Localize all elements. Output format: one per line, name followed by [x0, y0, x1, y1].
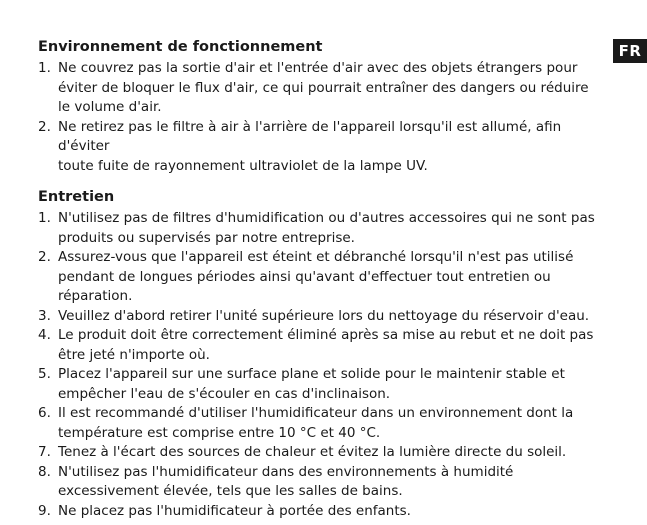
- list-item-number: 1.: [38, 60, 51, 76]
- list-item-text: Ne retirez pas le filtre à air à l'arrière de l'appareil lorsqu'il est allumé, afin d'éviter toute fuite de rayonnement ultraviolet de la lampe UV.: [58, 118, 562, 174]
- list-item: [38, 307, 610, 327]
- section-operating-environment: [38, 38, 610, 176]
- list-item: [38, 248, 610, 307]
- list-item-text: Placez l'appareil sur une surface plane et solide pour le maintenir stable et empêcher l'eau de s'écouler en cas d'inclinaison.: [58, 366, 565, 402]
- list-item-number: 9.: [38, 502, 51, 519]
- list-item-number: 5.: [38, 366, 51, 382]
- list-item-number: 3.: [38, 307, 51, 324]
- list-item: [38, 326, 610, 365]
- list-item-text: N'utilisez pas l'humidificateur dans des environnements à humidité excessivement élevée, tels que les salles de bains.: [58, 463, 514, 499]
- list-item: [38, 365, 610, 404]
- list-item-text: Assurez-vous que l'appareil est éteint et débranché lorsqu'il n'est pas utilisé pendant de longues périodes ainsi qu'avant d'effectuer tout entretien ou réparation.: [58, 249, 574, 304]
- list-item-number: 8.: [38, 463, 51, 480]
- list-item-text: Ne couvrez pas la sortie d'air et l'entrée d'air avec des objets étrangers pour éviter de bloquer le flux d'air, ce qui pourrait entraîner des dangers ou réduire le volume d'air.: [58, 60, 589, 115]
- section-maintenance: [38, 188, 610, 521]
- list-item-number: 2.: [38, 249, 51, 265]
- document-page: [38, 38, 610, 521]
- list-item-text: Veuillez d'abord retirer l'unité supérieure lors du nettoyage du réservoir d'eau.: [58, 307, 590, 324]
- list-item: [38, 404, 610, 443]
- list-item-number: 2.: [38, 118, 51, 135]
- list-item-number: 6.: [38, 405, 51, 421]
- list-item-text: Le produit doit être correctement éliminé après sa mise au rebut et ne doit pas être jeté n'importe où.: [58, 327, 594, 363]
- list-item: [38, 209, 610, 248]
- list-item-text: Tenez à l'écart des sources de chaleur et évitez la lumière directe du soleil.: [58, 444, 567, 460]
- list-item-number: 4.: [38, 327, 51, 343]
- list-item-text: N'utilisez pas de filtres d'humidification ou d'autres accessoires qui ne sont pas produits ou supervisés par notre entreprise.: [58, 210, 595, 246]
- list-item-number: 1.: [38, 210, 51, 226]
- list-item: [38, 118, 610, 177]
- numbered-list: [38, 209, 610, 521]
- list-item: [38, 59, 610, 118]
- list-item: [38, 502, 610, 522]
- language-tab: FR: [613, 39, 647, 63]
- list-item-text: Ne placez pas l'humidificateur à portée des enfants.: [58, 502, 411, 519]
- list-item-text: Il est recommandé d'utiliser l'humidificateur dans un environnement dont la température est comprise entre 10 °C et 40 °C.: [58, 405, 574, 441]
- list-item-number: 7.: [38, 444, 51, 460]
- section-title: Environnement de fonctionnement: [38, 39, 323, 55]
- list-item: [38, 443, 610, 463]
- numbered-list: [38, 59, 610, 176]
- list-item: [38, 463, 610, 502]
- section-title: Entretien: [38, 189, 115, 205]
